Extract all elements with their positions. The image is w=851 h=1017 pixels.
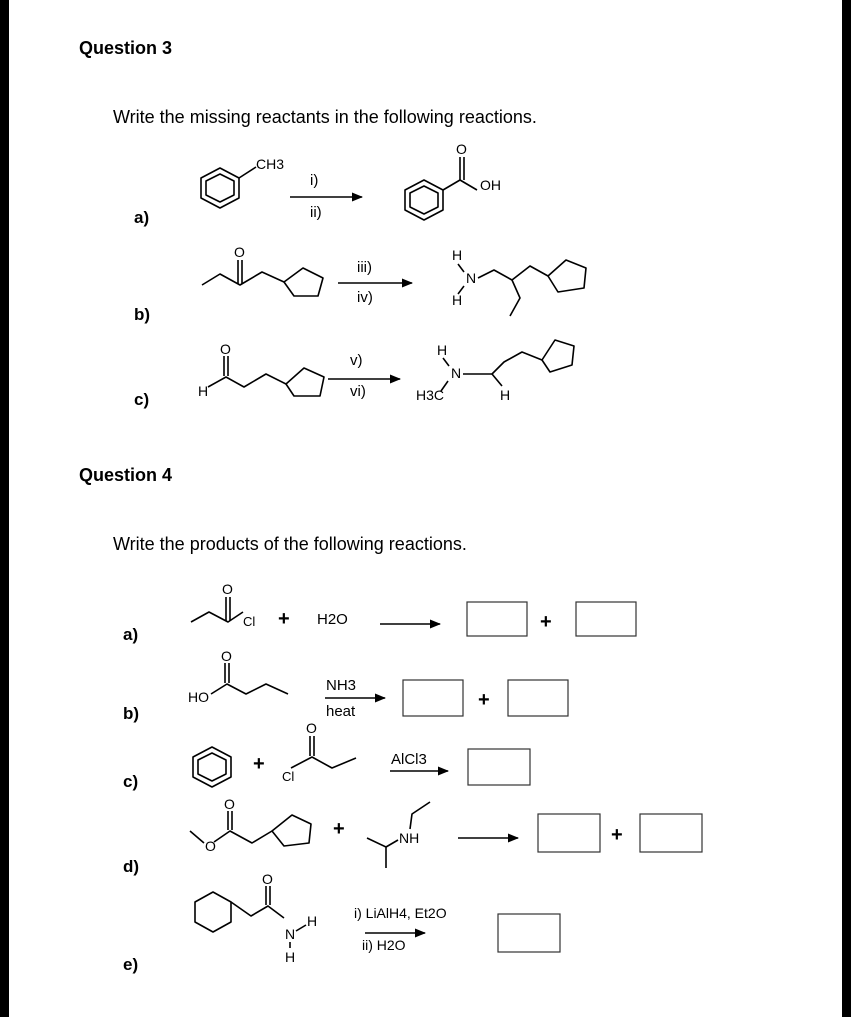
q4b-product-box-1[interactable] (403, 680, 463, 716)
q3-part-b-label: b) (134, 305, 151, 324)
q4e-h2o-workup: ii) H2O (362, 937, 406, 953)
q4-part-b-label: b) (123, 704, 140, 723)
q3b-product-amine (452, 247, 586, 316)
q4e-arrow (354, 905, 447, 953)
q3c-h3c-label: H3C (416, 387, 445, 403)
q3a-arrow (290, 172, 362, 221)
q4e-product-box[interactable] (498, 914, 560, 952)
question-3-title: Question 3 (79, 38, 173, 58)
q4d-plus-2: + (611, 824, 623, 846)
q4b-carbonyl-o: O (221, 648, 232, 664)
q4d-ester-o: O (205, 838, 216, 854)
q3b-n-label: N (466, 270, 477, 286)
q3a-reagent-i: i) (310, 172, 319, 189)
q4b-plus: + (478, 689, 490, 711)
question-4-instruction: Write the products of the following reactions. (113, 534, 467, 554)
q4a-carbonyl-o: O (222, 581, 233, 597)
q4a-plus-2: + (540, 611, 552, 633)
q3c-reactant-aldehyde (198, 341, 324, 399)
q3b-arrow (338, 259, 412, 306)
q4b-arrow (325, 677, 385, 720)
q3c-aldehyde-h: H (198, 383, 209, 399)
q4c-reactant-propanoyl-chloride (282, 720, 356, 784)
q3b-top-h: H (452, 247, 463, 263)
q4e-lialh4: i) LiAlH4, Et2O (354, 905, 447, 921)
q4d-product-box-2[interactable] (640, 814, 702, 852)
q3c-reagent-vi: vi) (350, 383, 366, 400)
q3b-bottom-h: H (452, 292, 463, 308)
q3a-reactant-toluene (201, 156, 284, 208)
q4e-carbonyl-o: O (262, 871, 273, 887)
q3c-arrow (328, 352, 400, 400)
q4c-reactant-benzene (193, 747, 231, 787)
q3b-reagent-iii: iii) (357, 259, 372, 276)
q4d-reactant-sec-amine (367, 802, 430, 868)
q4c-alcl3: AlCl3 (391, 751, 427, 768)
q4b-nh3: NH3 (326, 677, 357, 694)
q4c-arrow (390, 751, 448, 771)
q3-part-a-label: a) (134, 208, 150, 227)
q4d-plus-1: + (333, 818, 345, 840)
q4a-product-box-2[interactable] (576, 602, 636, 636)
q4c-product-box[interactable] (468, 749, 530, 785)
q4-part-a-label: a) (123, 625, 139, 644)
q3-part-c-label: c) (134, 390, 150, 409)
q4d-carbonyl-o: O (224, 796, 235, 812)
q4b-ho-label: HO (188, 689, 209, 705)
q3c-top-h: H (437, 342, 448, 358)
q3c-n-label: N (451, 365, 462, 381)
q4e-n-h-bottom: H (285, 949, 296, 965)
q3a-ch3-label: CH3 (256, 156, 285, 172)
q4a-plus-1: + (278, 608, 290, 630)
q3c-ch-h-label: H (500, 387, 511, 403)
q4a-water: H2O (317, 611, 348, 628)
q4e-nh-h: H (307, 913, 318, 929)
q4e-reactant-amide (195, 871, 317, 965)
q4c-carbonyl-o: O (306, 720, 317, 736)
q3c-reagent-v: v) (350, 352, 363, 369)
question-3-instruction: Write the missing reactants in the following reactions. (113, 107, 537, 127)
question-4-title: Question 4 (79, 465, 173, 485)
q4-part-d-label: d) (123, 857, 140, 876)
q4a-product-box-1[interactable] (467, 602, 527, 636)
q4b-heat: heat (326, 703, 356, 720)
q4a-reactant-acyl-chloride (191, 581, 255, 629)
q4d-nh-label: NH (399, 830, 420, 846)
q3a-reagent-ii: ii) (310, 204, 322, 221)
q4d-reactant-ester (190, 796, 311, 854)
q3c-product-amine (416, 340, 574, 403)
q4d-product-box-1[interactable] (538, 814, 600, 852)
q4a-cl-label: Cl (243, 614, 256, 629)
q3a-oh-label: OH (480, 177, 501, 193)
q3c-carbonyl-o: O (220, 341, 231, 357)
q4c-plus: + (253, 753, 265, 775)
q3b-carbonyl-o: O (234, 244, 245, 260)
q3a-product-phenylacetic-acid (405, 141, 501, 220)
q4-part-c-label: c) (123, 772, 139, 791)
q3a-carbonyl-o: O (456, 141, 467, 157)
q4e-n-label: N (285, 926, 296, 942)
q3b-reagent-iv: iv) (357, 289, 373, 306)
q4b-reactant-carboxylic-acid (188, 648, 288, 705)
q4-part-e-label: e) (123, 955, 139, 974)
q4c-cl-label: Cl (282, 769, 295, 784)
q4b-product-box-2[interactable] (508, 680, 568, 716)
q3b-reactant-ketone (202, 244, 323, 296)
